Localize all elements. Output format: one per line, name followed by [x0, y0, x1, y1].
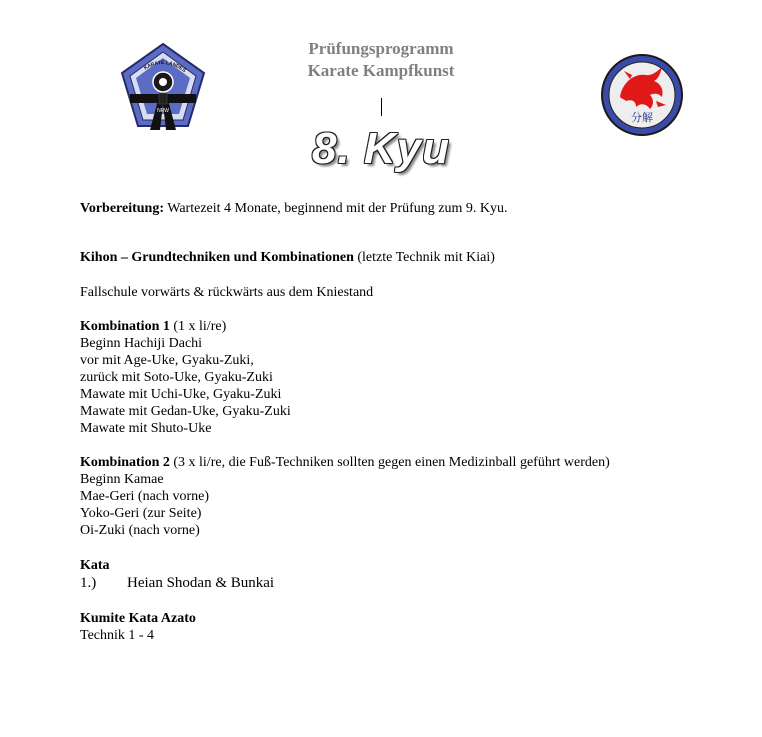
- list-item: vor mit Age-Uke, Gyaku-Zuki,: [80, 353, 254, 368]
- kata-heading: Kata: [80, 558, 110, 573]
- kombination-1-note: (1 x li/re): [169, 319, 227, 334]
- kombination-2-note: (3 x li/re, die Fuß-Techniken sollten gegen einen Medizinball geführt werden): [169, 455, 610, 470]
- list-item: Mawate mit Gedan-Uke, Gyaku-Zuki: [80, 404, 291, 419]
- kombination-2-heading-line: [80, 454, 610, 471]
- kata-item-text: Heian Shodan & Bunkai: [127, 575, 275, 591]
- kombination-1-heading: Kombination 1: [80, 319, 170, 334]
- kumite-block: [80, 610, 196, 644]
- kihon-heading: Kihon – Grundtechniken und Kombinationen: [80, 250, 354, 265]
- list-item: Oi-Zuki (nach vorne): [80, 523, 200, 538]
- kombination-2-block: [80, 454, 610, 539]
- kihon-note: (letzte Technik mit Kiai): [353, 250, 495, 265]
- kihon-heading-line: [80, 249, 495, 266]
- list-item: Mawate mit Shuto-Uke: [80, 421, 212, 436]
- kombination-1-heading-line: [80, 318, 291, 335]
- kata-item-number: 1.): [80, 575, 97, 591]
- list-item: Mae-Geri (nach vorne): [80, 489, 210, 504]
- text-cursor: [381, 98, 382, 116]
- kyu-heading: 8. Kyu: [311, 124, 451, 173]
- logo-left-text-bottom: NRW: [157, 108, 169, 114]
- list-item: Beginn Kamae: [80, 472, 164, 487]
- vorbereitung-line: [80, 200, 507, 217]
- kata-item: [80, 575, 274, 592]
- kata-block: [80, 557, 274, 592]
- logo-right-text: 分解: [631, 111, 653, 124]
- fallschule-text: Fallschule vorwärts & rückwärts aus dem Kniestand: [80, 285, 374, 300]
- kumite-text: Technik 1 - 4: [80, 628, 155, 643]
- list-item: Beginn Hachiji Dachi: [80, 336, 203, 351]
- vorbereitung-text: Wartezeit 4 Monate, beginnend mit der Prüfung zum 9. Kyu.: [164, 201, 508, 216]
- kumite-heading: Kumite Kata Azato: [80, 611, 196, 626]
- list-item: Mawate mit Uchi-Uke, Gyaku-Zuki: [80, 387, 282, 402]
- kombination-1-block: [80, 318, 291, 437]
- vorbereitung-label: Vorbereitung:: [80, 201, 164, 216]
- kombination-2-heading: Kombination 2: [80, 455, 170, 470]
- list-item: zurück mit Soto-Uke, Gyaku-Zuki: [80, 370, 273, 385]
- title-line-1: Prüfungsprogramm: [308, 39, 454, 58]
- title-line-2: Karate Kampfkunst: [307, 61, 455, 80]
- list-item: Yoko-Geri (zur Seite): [80, 506, 202, 521]
- logo-left-text-top: KARATE LANDES: [143, 59, 187, 74]
